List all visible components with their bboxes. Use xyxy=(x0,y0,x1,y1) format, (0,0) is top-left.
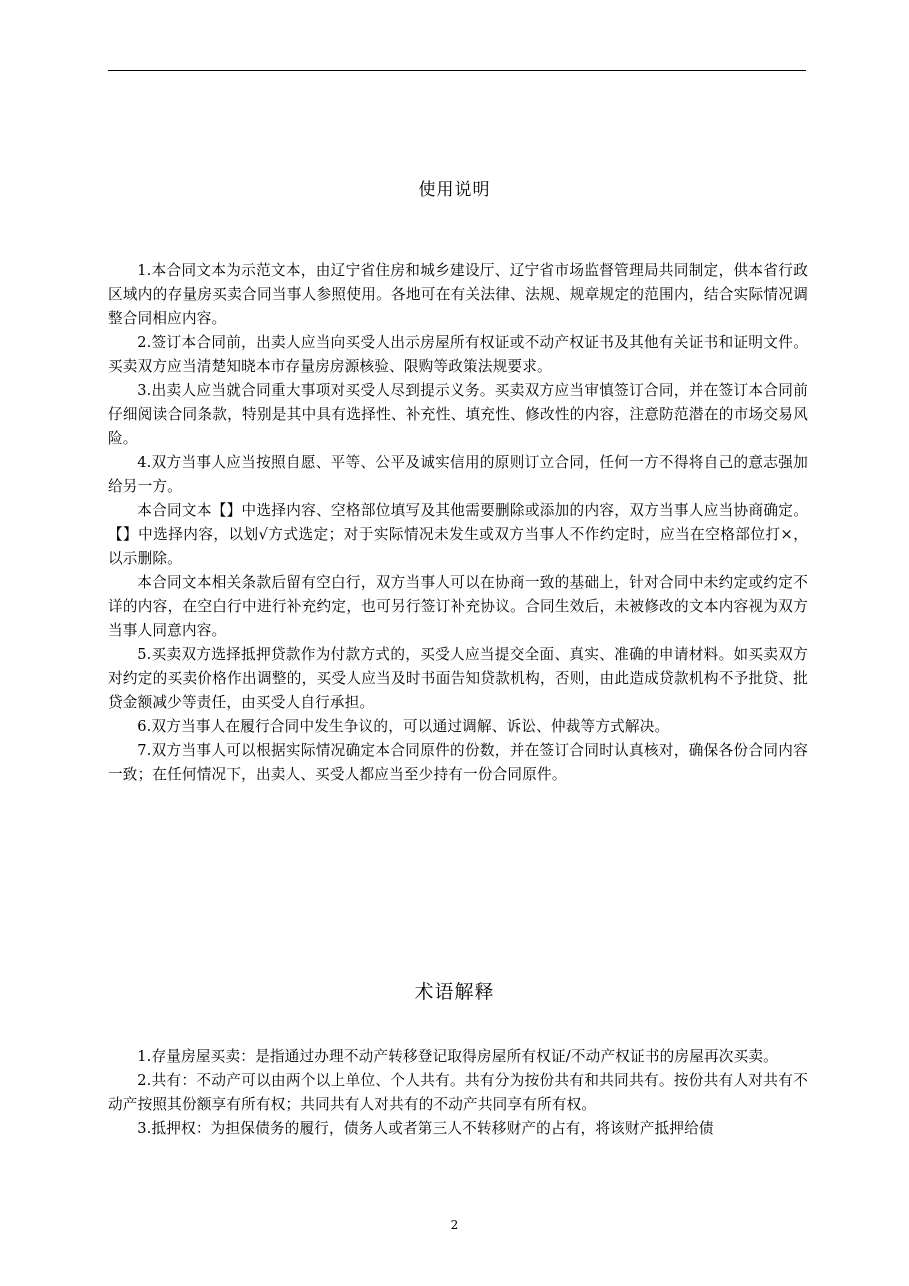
instructions-paragraph-7: 5.买卖双方选择抵押贷款作为付款方式的，买受人应当提交全面、真实、准确的申请材料。如买卖双方对约定的买卖价格作出调整的，买受人应当及时书面告知贷款机构，否则，由此造成贷款机构不予批贷、批贷金额减少等责任，由买受人自行承担。 xyxy=(108,646,808,711)
terms-section xyxy=(108,1045,808,1141)
terms-paragraph-3: 3.抵押权：为担保债务的履行，债务人或者第三人不转移财产的占有，将该财产抵押给债 xyxy=(137,1120,714,1137)
instructions-paragraph-5: 本合同文本【】中选择内容、空格部位填写及其他需要删除或添加的内容，双方当事人应当协商确定。【】中选择内容，以划√方式选定；对于实际情况未发生或双方当事人不作约定时，应当在空格部位打×，以示删除。 xyxy=(108,502,808,567)
terms-title: 术语解释 xyxy=(414,981,495,1003)
instructions-paragraph-8: 6.双方当事人在履行合同中发生争议的，可以通过调解、诉讼、仲裁等方式解决。 xyxy=(137,718,670,735)
instructions-paragraph-4: 4.双方当事人应当按照自愿、平等、公平及诚实信用的原则订立合同，任何一方不得将自己的意志强加给另一方。 xyxy=(108,454,808,495)
instructions-title: 使用说明 xyxy=(418,180,491,200)
terms-paragraph-1: 1.存量房屋买卖：是指通过办理不动产转移登记取得房屋所有权证/不动产权证书的房屋再次买卖。 xyxy=(137,1048,778,1065)
terms-paragraph-2: 2.共有：不动产可以由两个以上单位、个人共有。共有分为按份共有和共同共有。按份共有人对共有不动产按照其份额享有所有权；共同共有人对共有的不动产共同享有所有权。 xyxy=(108,1072,808,1113)
instructions-paragraph-1: 1.本合同文本为示范文本，由辽宁省住房和城乡建设厅、辽宁省市场监督管理局共同制定，供本省行政区域内的存量房买卖合同当事人参照使用。各地可在有关法律、法规、规章规定的范围内，结合实际情况调整合同相应内容。 xyxy=(108,262,808,327)
header-rule xyxy=(108,70,806,71)
page-number: 2 xyxy=(450,1218,459,1232)
instructions-section xyxy=(108,259,808,787)
instructions-paragraph-9: 7.双方当事人可以根据实际情况确定本合同原件的份数，并在签订合同时认真核对，确保各份合同内容一致；在任何情况下，出卖人、买受人都应当至少持有一份合同原件。 xyxy=(108,742,808,783)
instructions-paragraph-6: 本合同文本相关条款后留有空白行，双方当事人可以在协商一致的基础上，针对合同中未约定或约定不详的内容，在空白行中进行补充约定，也可另行签订补充协议。合同生效后，未被修改的文本内容视为双方当事人同意内容。 xyxy=(108,574,808,639)
instructions-paragraph-3: 3.出卖人应当就合同重大事项对买受人尽到提示义务。买卖双方应当审慎签订合同，并在签订本合同前仔细阅读合同条款，特别是其中具有选择性、补充性、填充性、修改性的内容，注意防范潜在的市场交易风险。 xyxy=(108,382,808,447)
instructions-paragraph-2: 2.签订本合同前，出卖人应当向买受人出示房屋所有权证或不动产权证书及其他有关证书和证明文件。买卖双方应当清楚知晓本市存量房房源核验、限购等政策法规要求。 xyxy=(108,334,808,375)
